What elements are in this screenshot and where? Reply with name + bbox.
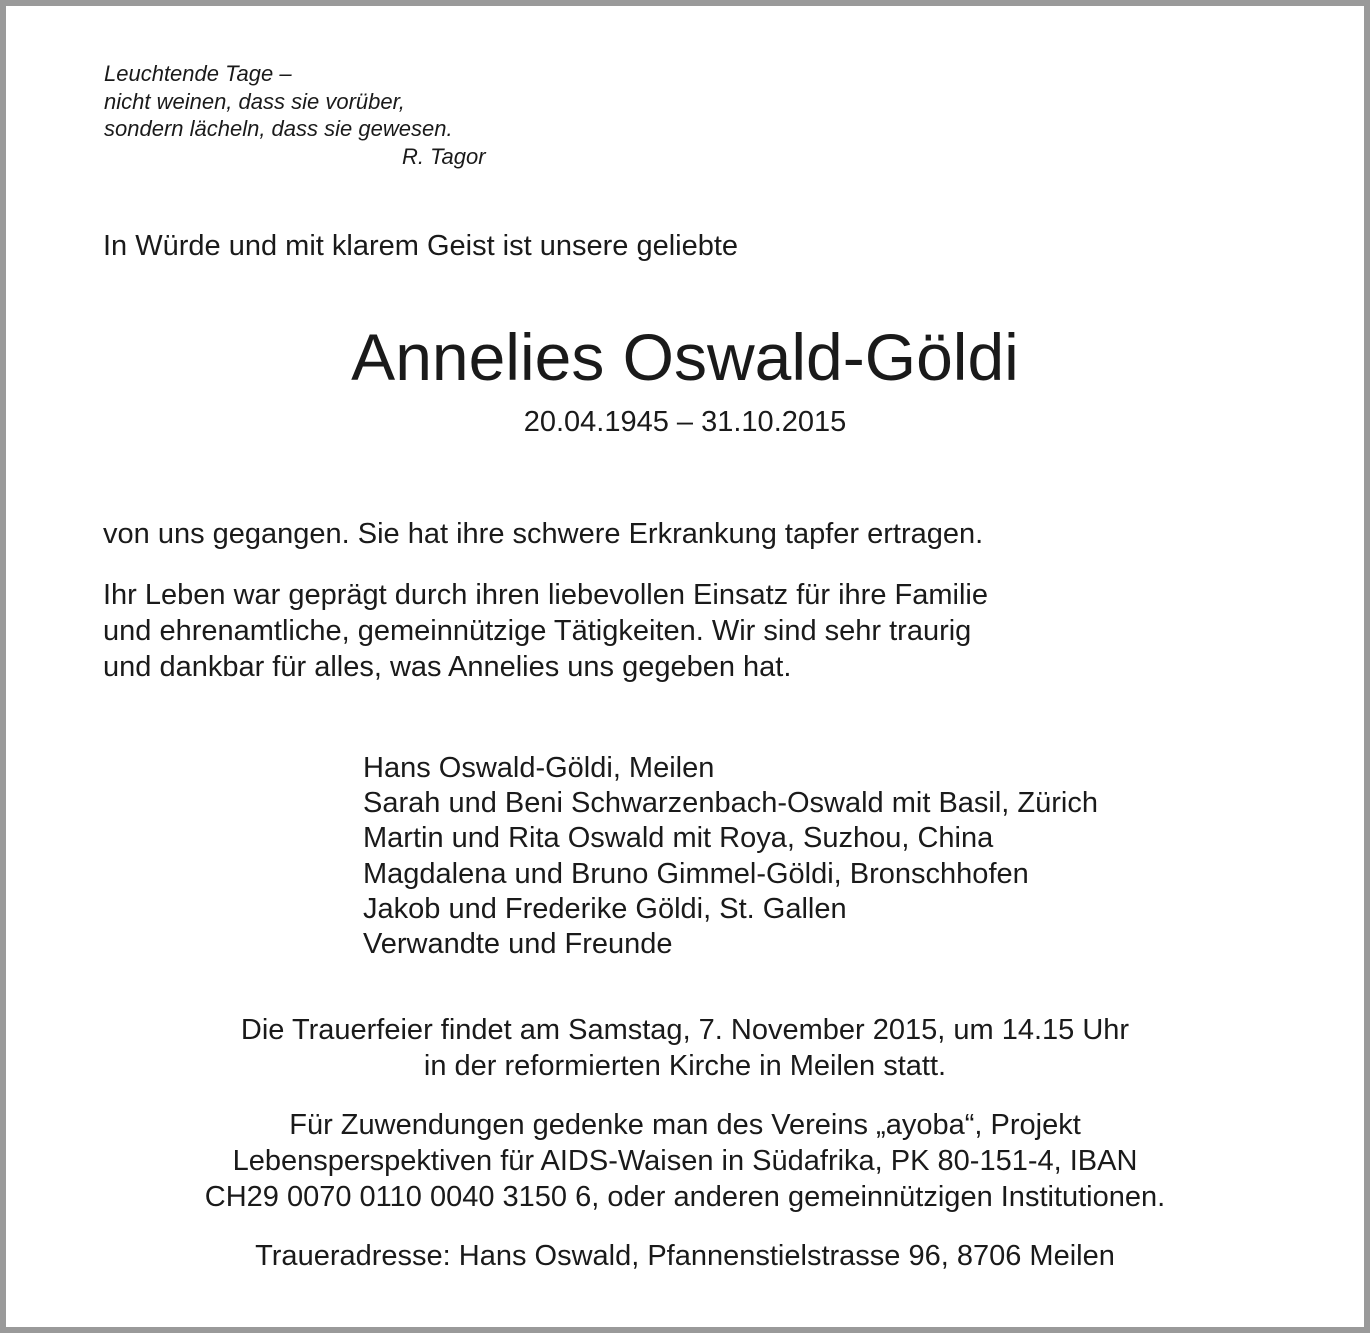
donation-line: CH29 0070 0110 0040 3150 6, oder anderen gemeinnützigen Institutionen. <box>204 1181 1166 1213</box>
tribute-paragraph <box>103 577 988 685</box>
donation-info <box>0 1107 1370 1215</box>
mourner-entry: Hans Oswald-Göldi, Meilen <box>363 752 715 784</box>
epigraph-quote <box>104 60 486 170</box>
quote-line: nicht weinen, dass sie vorüber, <box>104 88 405 114</box>
quote-line: Leuchtende Tage – <box>104 61 292 86</box>
mourner-entry: Magdalena und Bruno Gimmel-Göldi, Bronschhofen <box>363 857 1029 890</box>
donation-line: Für Zuwendungen gedenke man des Vereins „ayoba“, Projekt <box>289 1109 1081 1141</box>
mourner-entry: Martin und Rita Oswald mit Roya, Suzhou, China <box>363 822 994 855</box>
mourning-address: Traueradresse: Hans Oswald, Pfannenstielstrasse 96, 8706 Meilen <box>255 1240 1115 1272</box>
mourners-list <box>363 751 1098 962</box>
mourner-entry: Verwandte und Freunde <box>363 928 673 961</box>
intro-text: In Würde und mit klarem Geist ist unsere geliebte <box>103 230 739 262</box>
tribute-line: und ehrenamtliche, gemeinnützige Tätigkeiten. Wir sind sehr traurig <box>103 615 972 647</box>
quote-author: R. Tagor <box>402 143 486 169</box>
life-dates: 20.04.1945 – 31.10.2015 <box>523 406 847 438</box>
ceremony-info <box>0 1012 1370 1084</box>
ceremony-line: Die Trauerfeier findet am Samstag, 7. November 2015, um 14.15 Uhr <box>240 1014 1130 1046</box>
tribute-line: Ihr Leben war geprägt durch ihren liebevollen Einsatz für ihre Familie <box>103 579 988 611</box>
ceremony-line: in der reformierten Kirche in Meilen statt. <box>423 1050 947 1082</box>
mourner-entry: Sarah und Beni Schwarzenbach-Oswald mit Basil, Zürich <box>363 787 1098 820</box>
deceased-name: Annelies Oswald-Göldi <box>351 320 1019 394</box>
tribute-line: und dankbar für alles, was Annelies uns gegeben hat. <box>103 651 792 683</box>
quote-line: sondern lächeln, dass sie gewesen. <box>104 116 453 141</box>
passing-text: von uns gegangen. Sie hat ihre schwere Erkrankung tapfer ertragen. <box>103 518 984 550</box>
mourner-entry: Jakob und Frederike Göldi, St. Gallen <box>363 892 847 925</box>
donation-line: Lebensperspektiven für AIDS-Waisen in Südafrika, PK 80-151-4, IBAN <box>232 1145 1138 1177</box>
